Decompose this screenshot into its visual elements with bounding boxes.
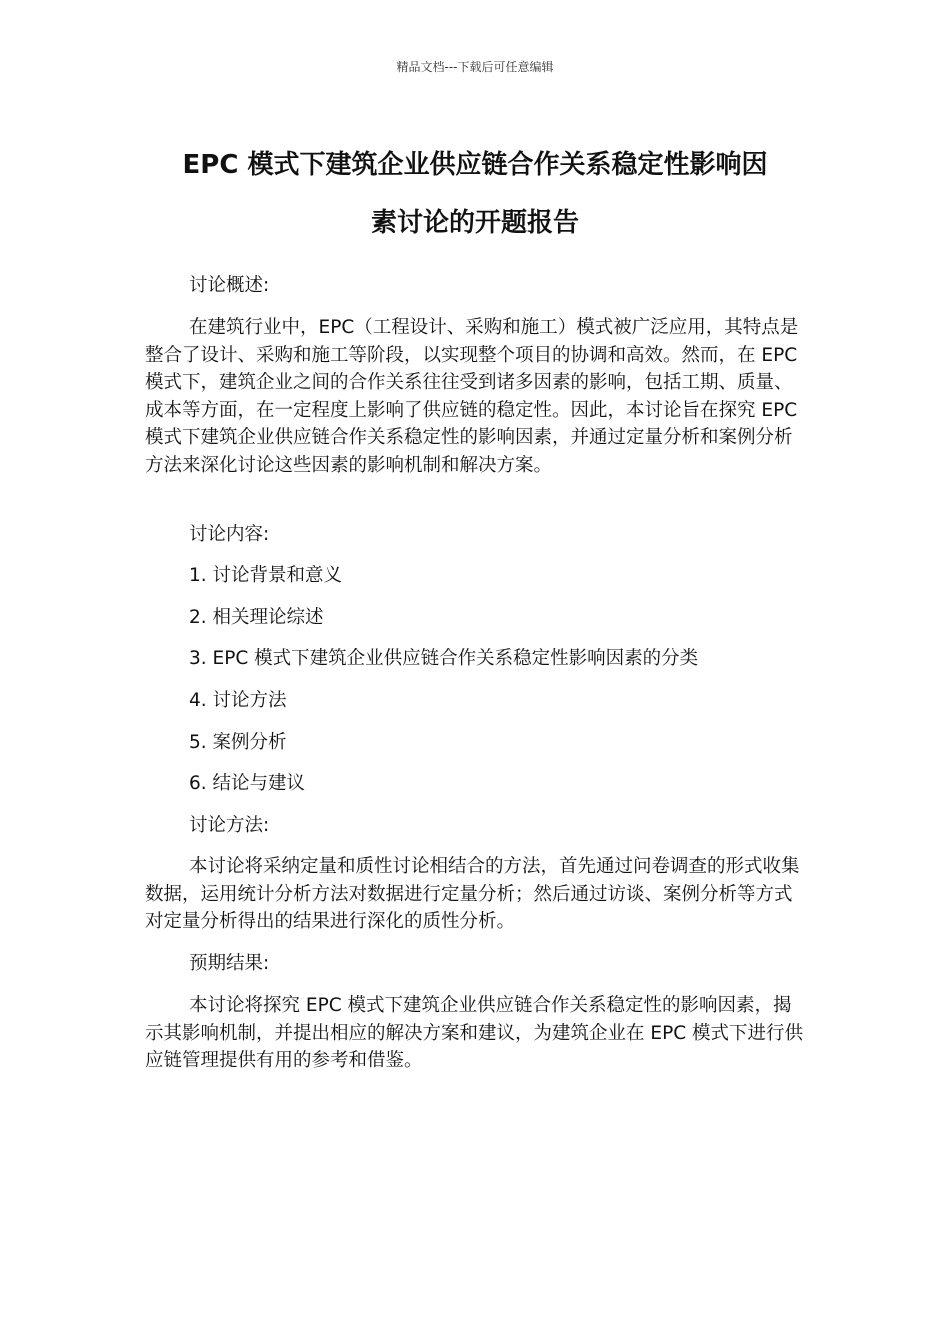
content-list-item: 1. 讨论背景和意义 bbox=[189, 565, 343, 586]
page-header: 精品文档---下载后可任意编辑 bbox=[396, 60, 554, 74]
content-list-item: 4. 讨论方法 bbox=[189, 690, 287, 711]
content-list-item: 2. 相关理论综述 bbox=[189, 607, 324, 628]
overview-label: 讨论概述: bbox=[189, 275, 270, 296]
title-line-1: EPC 模式下建筑企业供应链合作关系稳定性影响因 bbox=[182, 150, 768, 180]
content-label: 讨论内容: bbox=[189, 524, 270, 545]
document-title bbox=[145, 136, 805, 252]
content-list-item: 3. EPC 模式下建筑企业供应链合作关系稳定性影响因素的分类 bbox=[189, 648, 699, 669]
title-line-2: 素讨论的开题报告 bbox=[370, 208, 579, 238]
overview-paragraph: 在建筑行业中，EPC（工程设计、采购和施工）模式被广泛应用，其特点是整合了设计、采购和施工等阶段，以实现整个项目的协调和高效。然而，在 EPC 模式下，建筑企业之间的合作关系往往受到诸多因素的影响，包括工期、质量、成本等方面，在一定程度上影响了供应链的稳定性。因此，本讨论旨在探究 EPC 模式下建筑企业供应链合作关系稳定性的影响因素，并通过定量分析和案例分析方法来深化讨论这些因素的影响机制和解决方案。 bbox=[145, 317, 799, 476]
content-list-item: 6. 结论与建议 bbox=[189, 773, 306, 794]
result-paragraph: 本讨论将探究 EPC 模式下建筑企业供应链合作关系稳定性的影响因素，揭示其影响机制，并提出相应的解决方案和建议，为建筑企业在 EPC 模式下进行供应链管理提供有用的参考和借鉴。 bbox=[145, 995, 804, 1071]
content-list-item: 5. 案例分析 bbox=[189, 732, 287, 753]
result-label: 预期结果: bbox=[189, 953, 270, 974]
method-paragraph: 本讨论将采纳定量和质性讨论相结合的方法，首先通过问卷调查的形式收集数据，运用统计分析方法对数据进行定量分析；然后通过访谈、案例分析等方式对定量分析得出的结果进行深化的质性分析。 bbox=[145, 856, 800, 932]
method-label: 讨论方法: bbox=[189, 815, 270, 836]
